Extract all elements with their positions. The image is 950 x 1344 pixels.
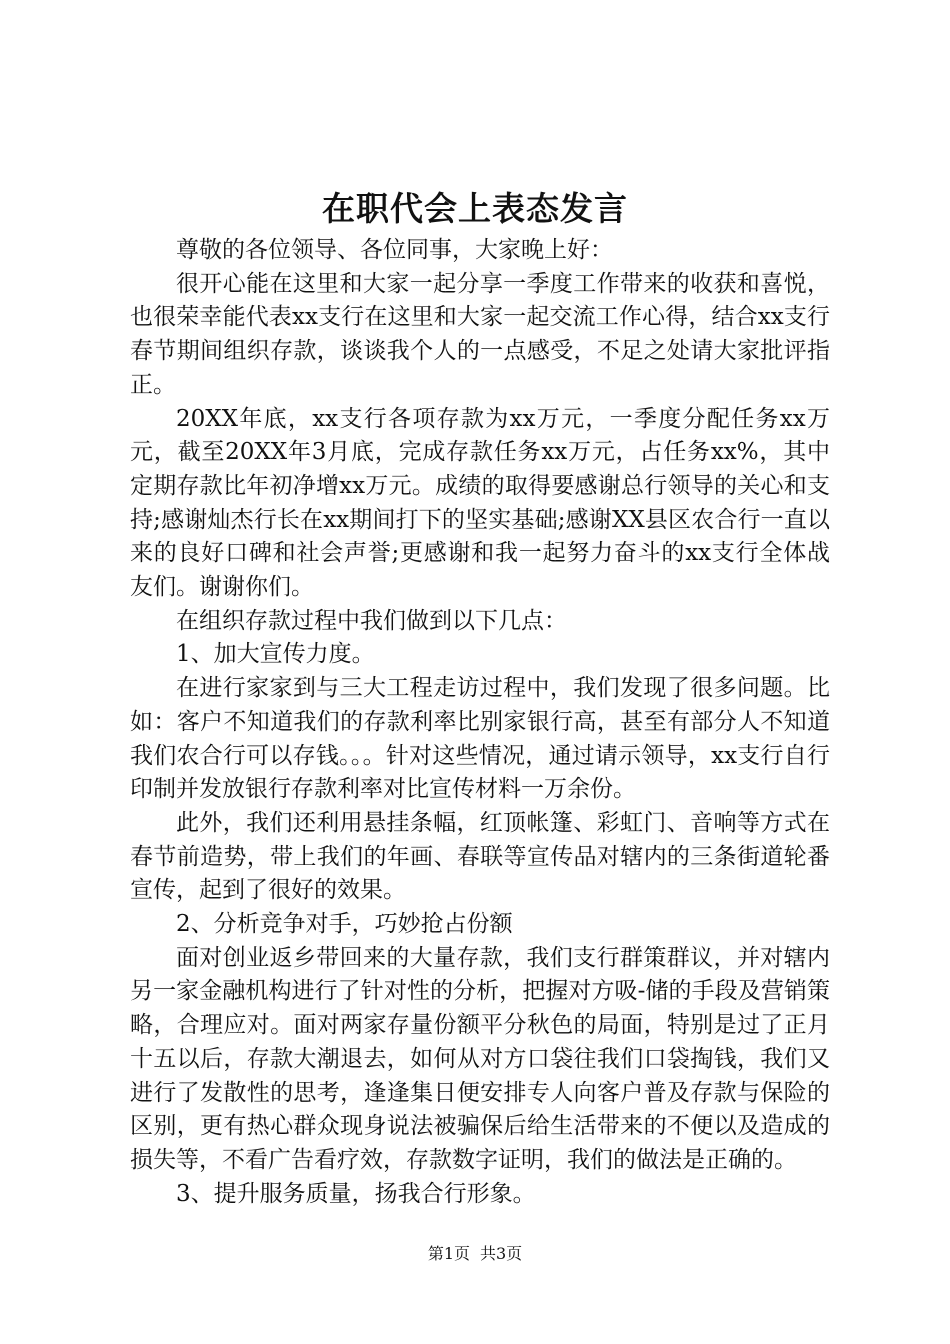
paragraph-section-1-b: 此外，我们还利用悬挂条幅，红顶帐篷、彩虹门、音响等方式在春节前造势，带上我们的年画、春联等宣传品对辖内的三条街道轮番宣传，起到了很好的效果。 (130, 809, 830, 904)
document-title: 在职代会上表态发言 (322, 189, 628, 228)
page-footer (0, 1242, 950, 1266)
paragraph-points-lead: 在组织存款过程中我们做到以下几点： (176, 607, 567, 634)
paragraph-section-1-a: 在进行家家到与三大工程走访过程中，我们发现了很多问题。比如：客户不知道我们的存款利率比别家银行高，甚至有部分人不知道我们农合行可以存钱。。。针对这些情况，通过请示领导，xx支行自行印制并发放银行存款利率对比宣传材料一万余份。 (130, 675, 830, 803)
page-number: 第1页 (427, 1244, 470, 1263)
paragraph-results: 20XX年底，xx支行各项存款为xx万元，一季度分配任务xx万元，截至20XX年3月底，完成存款任务xx万元，占任务xx%，其中定期存款比年初净增xx万元。成绩的取得要感谢总行领导的关心和支持;感谢灿杰行长在xx期间打下的坚实基础;感谢XX县区农合行一直以来的良好口碑和社会声誉;更感谢和我一起努力奋斗的xx支行全体战友们。谢谢你们。 (130, 405, 830, 601)
section-heading-3: 3、提升服务质量，扬我合行形象。 (176, 1180, 536, 1207)
paragraph-section-2: 面对创业返乡带回来的大量存款，我们支行群策群议，并对辖内另一家金融机构进行了针对性的分析，把握对方吸-储的手段及营销策略，合理应对。面对两家存量份额平分秋色的局面，特别是过了正月十五以后，存款大潮退去，如何从对方口袋往我们口袋掏钱，我们又进行了发散性的思考，逢逢集日便安排专人向客户普及存款与保险的区别，更有热心群众现身说法被骗保后给生活带来的不便以及造成的损失等，不看广告看疗效，存款数字证明，我们的做法是正确的。 (130, 944, 830, 1173)
section-heading-2: 2、分析竞争对手，巧妙抢占份额 (176, 911, 513, 938)
section-heading-1: 1、加大宣传力度。 (176, 641, 375, 668)
paragraph-greeting: 尊敬的各位领导、各位同事，大家晚上好： (176, 237, 613, 263)
paragraph-intro: 很开心能在这里和大家一起分享一季度工作带来的收获和喜悦，也很荣幸能代表xx支行在这里和大家一起交流工作心得，结合xx支行春节期间组织存款，谈谈我个人的一点感受，不足之处请大家批评指正。 (130, 270, 830, 398)
page-total: 共3页 (480, 1244, 523, 1263)
document-body (130, 234, 830, 1211)
